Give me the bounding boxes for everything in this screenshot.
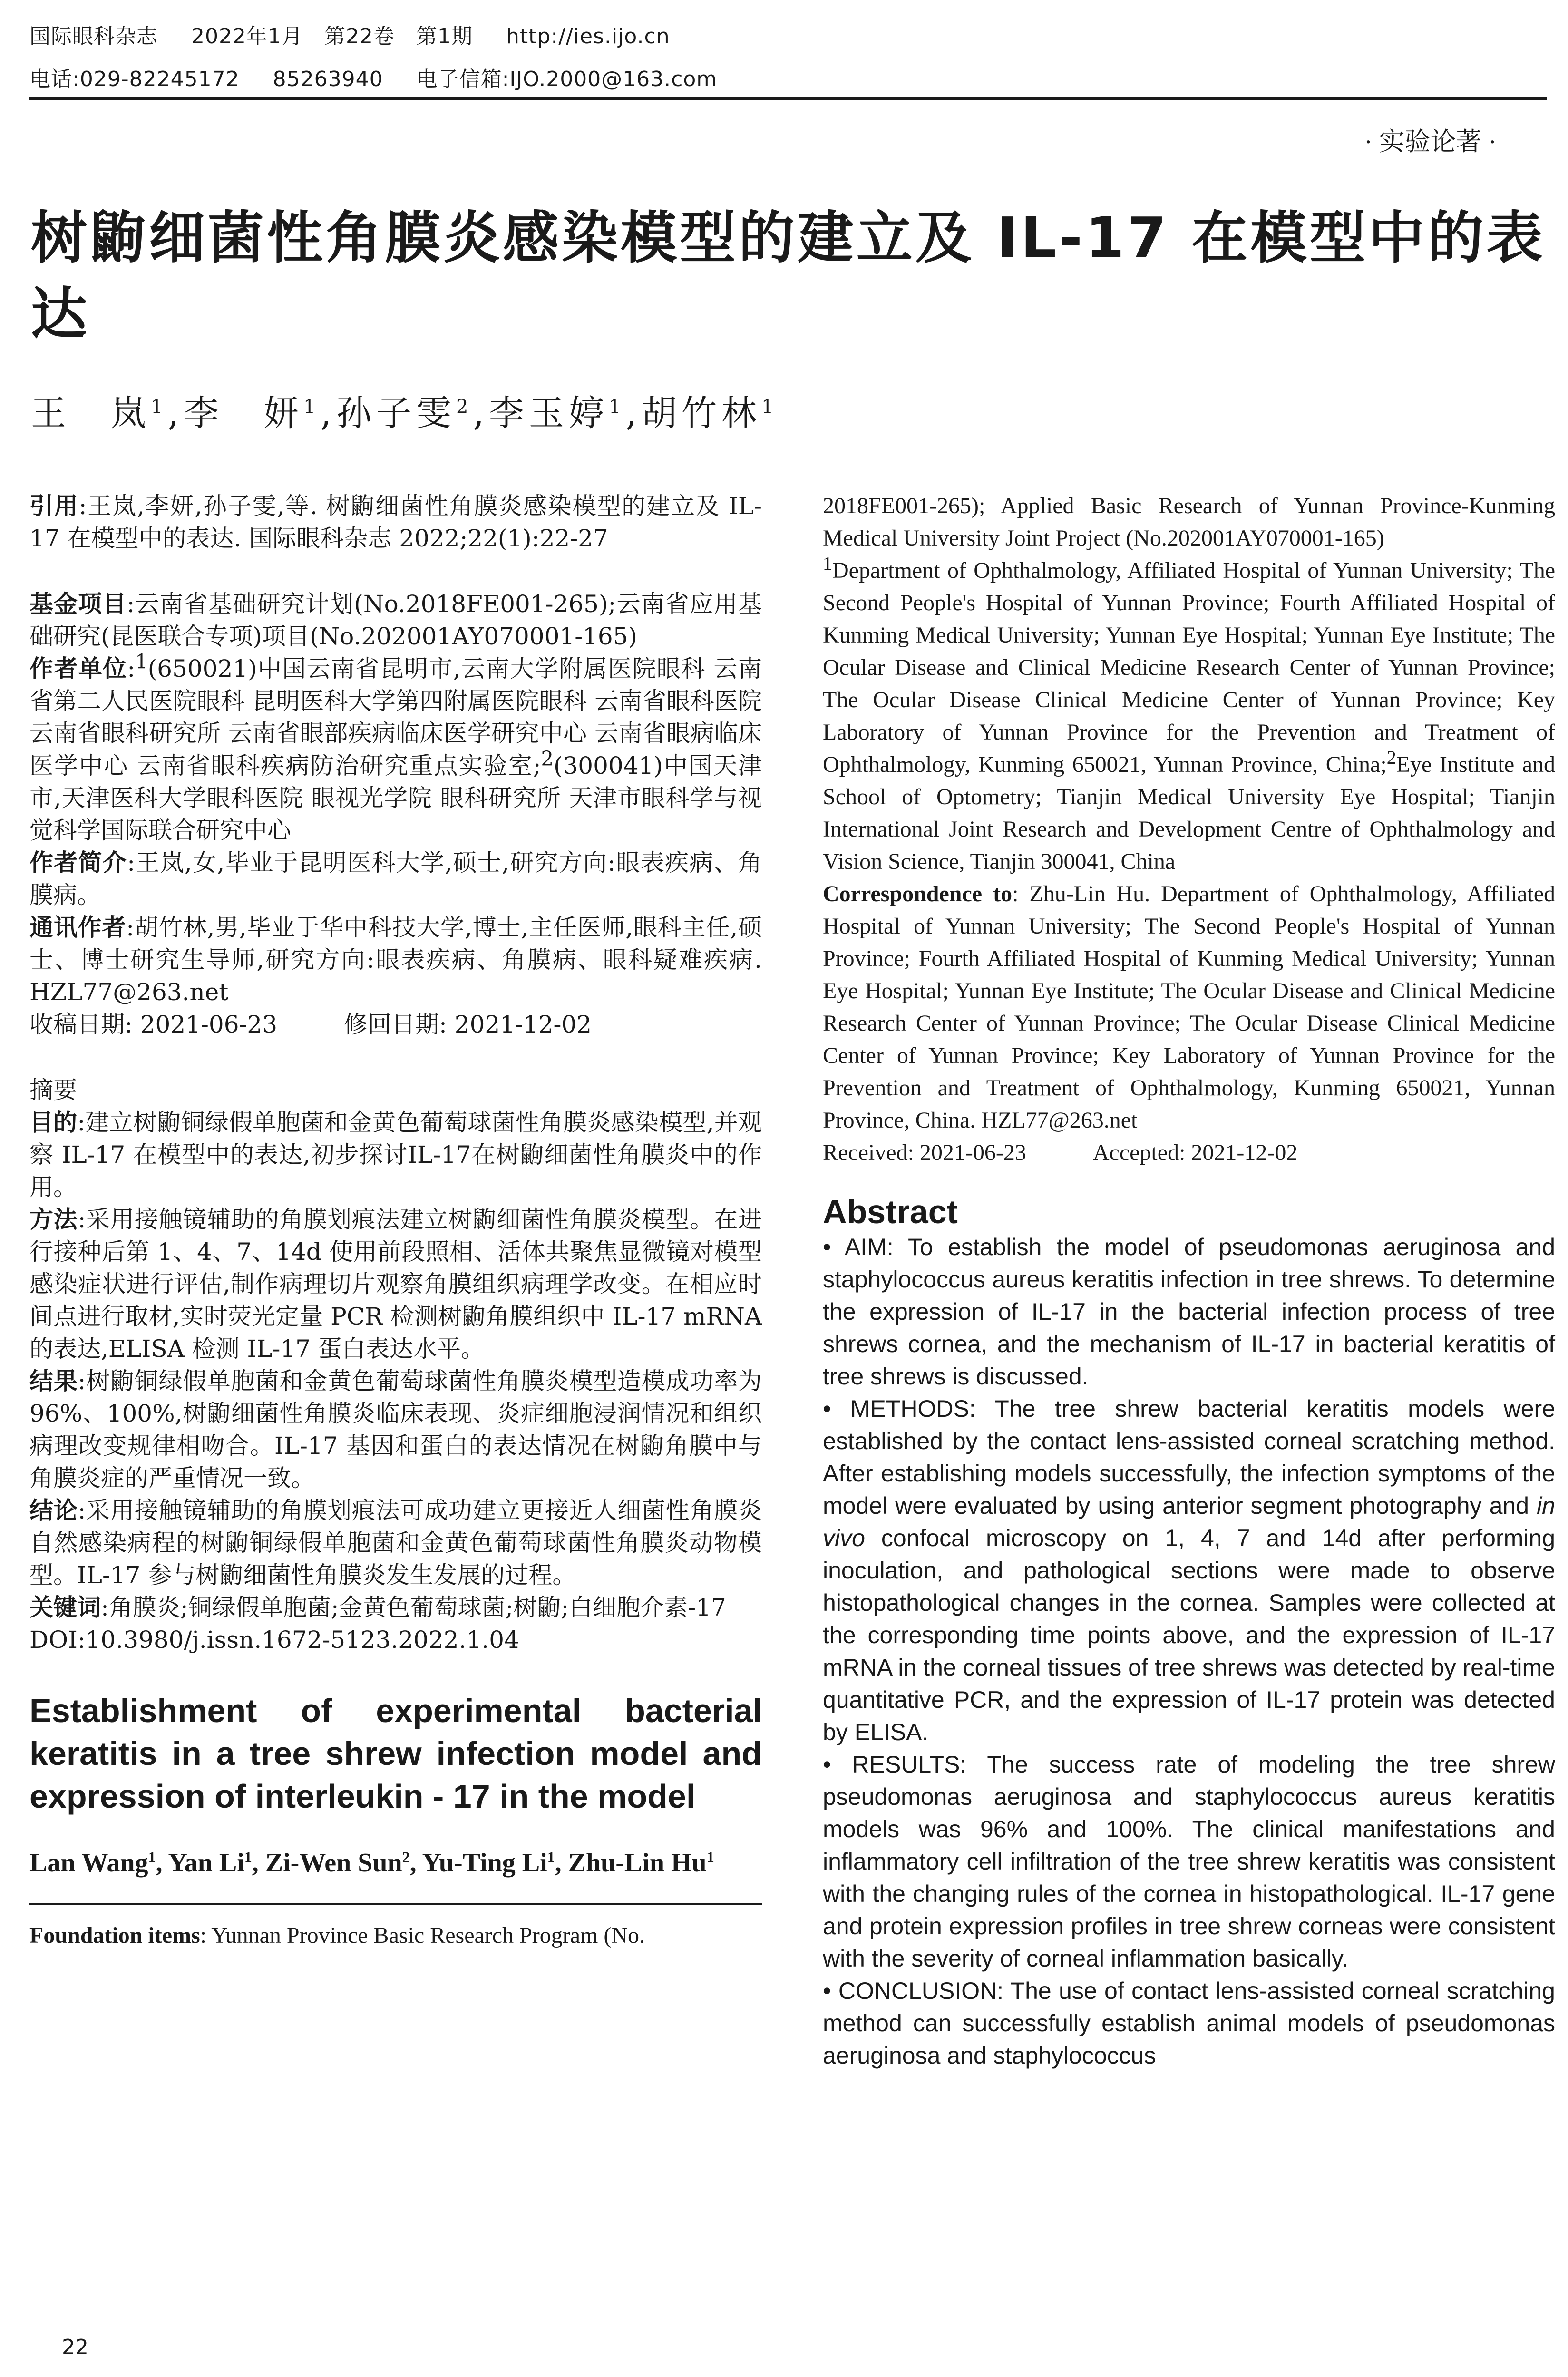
dates-en: Received: 2021-06-23 Accepted: 2021-12-02	[823, 1140, 1298, 1165]
phone-secondary: 85263940	[273, 67, 383, 91]
authors-cn: 王 岚$^1$,李 妍$^1$,孙子雯$^2$,李玉婷$^1$,胡竹林$^1$	[31, 393, 779, 434]
journal-url: http://ies.ijo.cn	[506, 24, 670, 49]
doi: DOI:10.3980/j.issn.1672-5123.2022.1.04	[29, 1626, 519, 1654]
journal-header-line2	[29, 62, 750, 92]
abstract-methods-cn: 方法:采用接触镜辅助的角膜划痕法建立树鼩细菌性角膜炎模型。在进行接种后第 1、4、7、14d 使用前段照相、活体共聚焦显微镜对模型感染症状进行评估,制作病理切片观察角膜组织病理学改变。在相应时间点进行取材,实时荧光定量 PCR 检测树鼩角膜组织中 IL-17 mRNA 的表达,ELISA 检测 IL-17 蛋白表达水平。	[29, 1205, 762, 1363]
author-cn: 王 岚	[31, 393, 151, 434]
authors-en: Lan Wang$^1$, Yan Li$^1$, Zi-Wen Sun$^2$, Yu-Ting Li$^1$, Zhu-Lin Hu$^1$	[29, 1848, 714, 1878]
author-en: Yan Li	[168, 1848, 244, 1878]
page-number: 22	[62, 2335, 88, 2359]
citation: 引用:王岚,李妍,孙子雯,等. 树鼩细菌性角膜炎感染模型的建立及 IL-17 在模型中的表达. 国际眼科杂志 2022;22(1):22-27	[29, 492, 762, 552]
abstract-aim-en: • AIM: To establish the model of pseudomonas aeruginosa and staphylococcus aureus keratitis infection in tree shrews. To determine the expression of IL-17 in the bacterial infection process of tree shrews cornea, and the mechanism of IL-17 in bacterial keratitis of tree shrews is discussed.	[823, 1234, 1556, 1390]
abstract-conclusion-en: • CONCLUSION: The use of contact lens-assisted corneal scratching method can successfully establish animal models of pseudomonas aeruginosa and staphylococcus	[823, 1978, 1555, 2069]
left-column	[29, 490, 762, 1952]
email: 电子信箱:IJO.2000@163.com	[416, 67, 718, 91]
fund-info: 基金项目:云南省基础研究计划(No.2018FE001-265);云南省应用基础研究(昆医联合专项)项目(No.202001AY070001-165)	[29, 590, 762, 650]
phone: 电话:029-82245172	[29, 67, 240, 91]
author-en: Lan Wang	[29, 1848, 148, 1878]
author-en: Zi-Wen Sun	[265, 1848, 402, 1878]
affiliations-en: $^1$Department of Ophthalmology, Affiliated Hospital of Yunnan University; The Second People's Hospital of Yunnan Province; Fourth Affiliated Hospital of Kunming Medical University; Yunnan Eye Hospital; Yunnan Eye Institute; The Ocular Disease and Clinical Medicine Research Center of Yunnan Province; The Ocular Disease Clinical Medicine Center of Yunnan Province; Key Laboratory of Yunnan Province for the Prevention and Treatment of Ophthalmology, Kunming 650021, Yunnan Province, China;$^2$Eye Institute and School of Optometry; Tianjin Medical University Eye Hospital; Tianjin International Joint Research and Development Centre of Ophthalmology and Vision Science, Tianjin 300041, China	[823, 553, 1555, 874]
issue-info: 2022年1月 第22卷 第1期	[191, 24, 473, 49]
keywords-cn: 关键词:角膜炎;铜绿假单胞菌;金黄色葡萄球菌;树鼩;白细胞介素-17	[29, 1593, 726, 1621]
author-units: 作者单位:$^1$(650021)中国云南省昆明市,云南大学附属医院眼科 云南省第二人民医院眼科 昆明医科大学第四附属医院眼科 云南省眼科医院 云南省眼科研究所 云南省眼部疾病临床医学研究中心 云南省眼病临床医学中心 云南省眼科疾病防治研究重点实验室;$^2$(300041)中国天津市,天津医科大学眼科医院 眼视光学院 眼科研究所 天津市眼科学与视觉科学国际联合研究中心	[29, 650, 762, 844]
right-column	[823, 490, 1555, 2072]
author-cn: 孙子雯	[336, 393, 456, 434]
header-rule	[29, 97, 1547, 100]
author-cn: 李 妍	[183, 393, 303, 434]
abstract-results-cn: 结果:树鼩铜绿假单胞菌和金黄色葡萄球菌性角膜炎模型造模成功率为 96%、100%,树鼩细菌性角膜炎临床表现、炎症细胞浸润情况和组织病理改变规律相吻合。IL-17 基因和蛋白的表达情况在树鼩角膜中与角膜炎症的严重情况一致。	[29, 1367, 762, 1492]
author-en: Zhu-Lin Hu	[568, 1848, 707, 1878]
author-bio: 作者简介:王岚,女,毕业于昆明医科大学,硕士,研究方向:眼表疾病、角膜病。	[29, 848, 762, 909]
corresponding-author: 通讯作者:胡竹林,男,毕业于华中科技大学,博士,主任医师,眼科主任,硕士、博士研究生导师,研究方向:眼表疾病、角膜病、眼科疑难疾病. HZL77@263.net	[29, 913, 762, 1006]
abstract-heading-en: Abstract	[823, 1193, 958, 1230]
author-en: Yu-Ting Li	[422, 1848, 547, 1878]
correspondence-en: Correspondence to: Zhu-Lin Hu. Department of Ophthalmology, Affiliated Hospital of Yunnan University; The Second People's Hospital of Yunnan Province; Fourth Affiliated Hospital of Kunming Medical University; Yunnan Eye Hospital; Yunnan Eye Institute; The Ocular Disease and Clinical Medicine Research Center of Yunnan Province; The Ocular Disease Clinical Medicine Center of Yunnan Province; Key Laboratory of Yunnan Province for the Prevention and Treatment of Ophthalmology, Kunming 650021, Yunnan Province, China. HZL77@263.net	[823, 881, 1555, 1133]
abstract-conclusion-cn: 结论:采用接触镜辅助的角膜划痕法可成功建立更接近人细菌性角膜炎自然感染病程的树鼩铜绿假单胞菌和金黄色葡萄球菌性角膜炎动物模型。IL-17 参与树鼩细菌性角膜炎发生发展的过程。	[29, 1496, 762, 1589]
journal-name: 国际眼科杂志	[29, 24, 158, 49]
abstract-results-en: • RESULTS: The success rate of modeling the tree shrew pseudomonas aeruginosa and staphylococcus aureus keratitis models was 96% and 100%. The clinical manifestations and inflammatory cell infiltration of the tree shrew keratitis was consistent with the changing rules of the cornea in histopathological. IL-17 gene and protein expression profiles in tree shrew corneas were consistent with the severity of corneal inflammation basically.	[823, 1751, 1555, 1972]
foundation-items-cont: 2018FE001-265); Applied Basic Research of Yunnan Province-Kunming Medical University Joint Project (No.202001AY070001-165)	[823, 493, 1555, 551]
foundation-items: Foundation items: Yunnan Province Basic Research Program (No.	[29, 1923, 645, 1948]
abstract-aim-cn: 目的:建立树鼩铜绿假单胞菌和金黄色葡萄球菌性角膜炎感染模型,并观察 IL-17 在模型中的表达,初步探讨IL-17在树鼩细菌性角膜炎中的作用。	[29, 1108, 762, 1201]
dates-cn: 收稿日期: 2021-06-23 修回日期: 2021-12-02	[29, 1011, 592, 1038]
abstract-methods-en: • METHODS: The tree shrew bacterial keratitis models were established by the contact lens-assisted corneal scratching method. After establishing models successfully, the infection symptoms of the model were evaluated by using anterior segment photography and in vivo confocal microscopy on 1, 4, 7 and 14d after performing inoculation, and pathological sections were made to observe histopathological changes in the cornea. Samples were collected at the corresponding time points above, and the expression of IL-17 mRNA in the corneal tissues of tree shrews was detected by real-time quantitative PCR, and the expression of IL-17 protein was detected by ELISA.	[823, 1395, 1555, 1745]
journal-header-line1	[29, 19, 703, 49]
author-cn: 李玉婷	[488, 393, 609, 434]
section-tag: · 实验论著 ·	[1364, 127, 1497, 156]
author-cn: 胡竹林	[641, 393, 761, 434]
article-title-en: Establishment of experimental bacterial keratitis in a tree shrew infection model and expression of interleukin - 17 in the model	[29, 1692, 762, 1815]
article-title-cn: 树鼩细菌性角膜炎感染模型的建立及 IL-17 在模型中的表达	[31, 205, 1546, 347]
abstract-heading-cn: 摘要	[29, 1076, 77, 1104]
